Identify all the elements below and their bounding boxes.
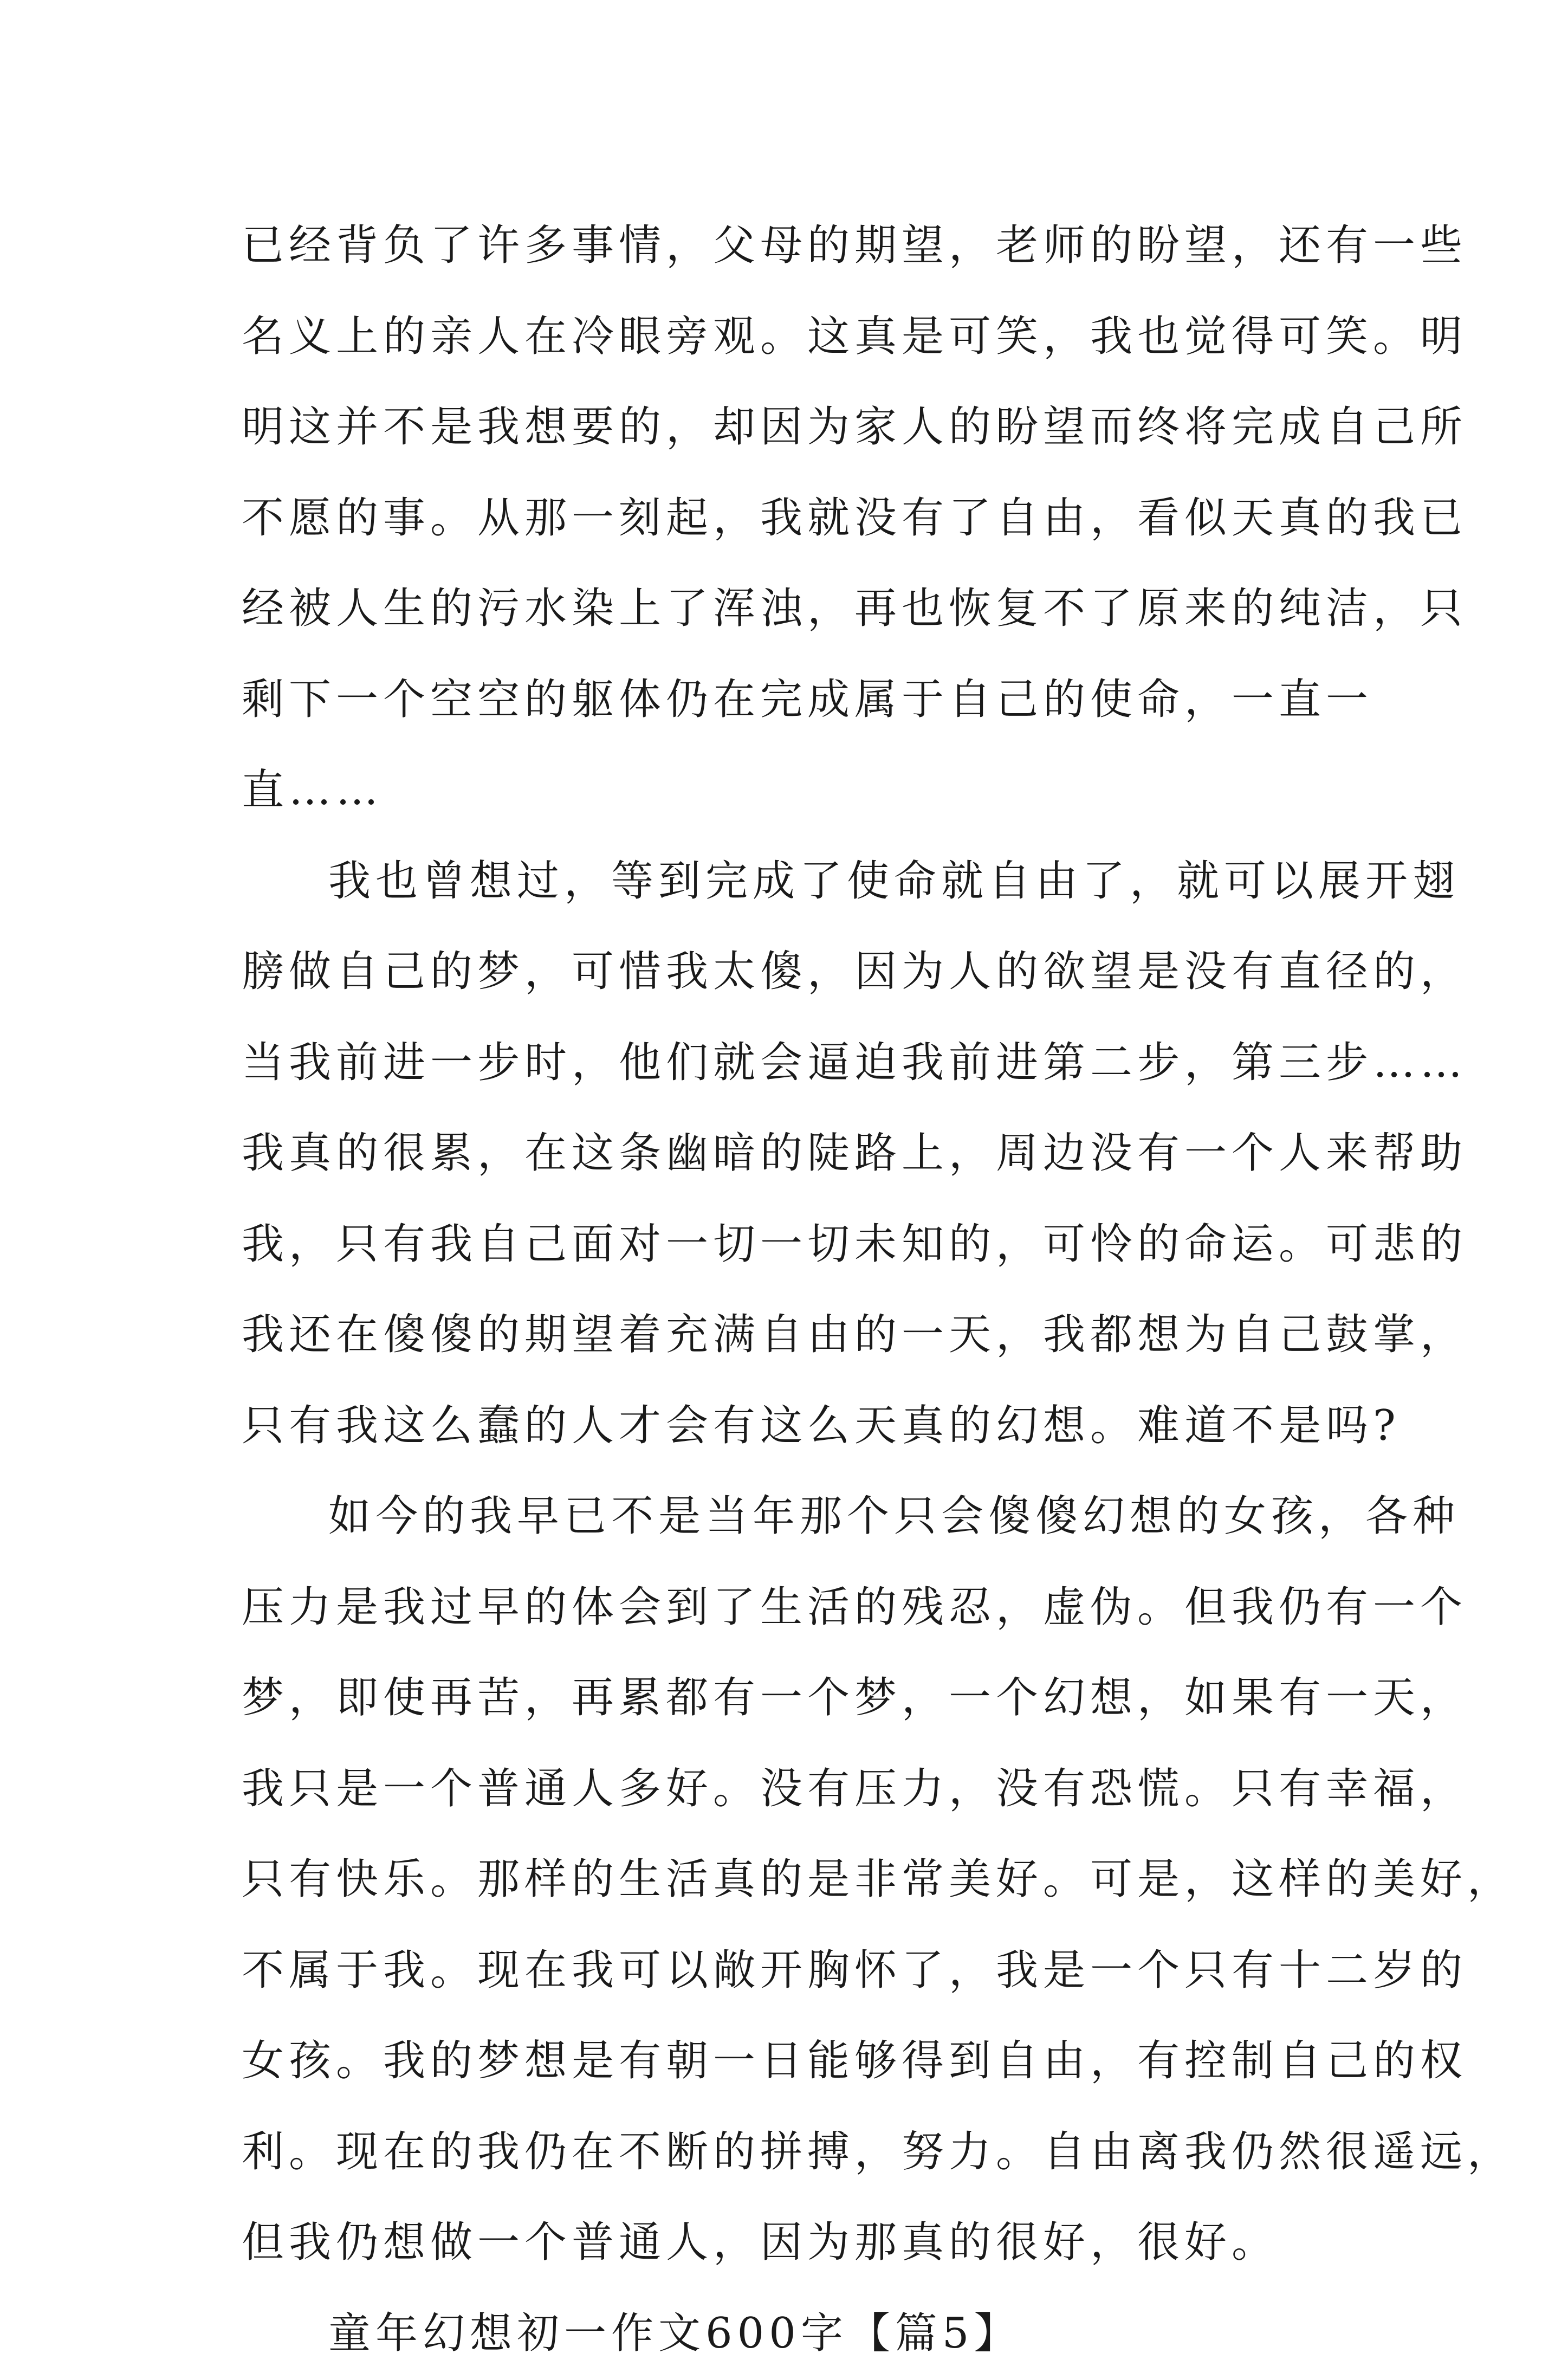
text-line: 我，只有我自己面对一切一切未知的，可怜的命运。可悲的 (242, 1199, 1342, 1290)
text-line: 我也曾想过，等到完成了使命就自由了，就可以展开翅 (242, 836, 1342, 927)
text-line: 明这并不是我想要的，却因为家人的盼望而终将完成自己所 (242, 382, 1342, 473)
text-line: 我还在傻傻的期望着充满自由的一天，我都想为自己鼓掌， (242, 1290, 1342, 1381)
text-line: 我只是一个普通人多好。没有压力，没有恐慌。只有幸福， (242, 1744, 1342, 1835)
text-line: 但我仍想做一个普通人，因为那真的很好，很好。 (242, 2197, 1342, 2289)
text-line: 女孩。我的梦想是有朝一日能够得到自由，有控制自己的权 (242, 2016, 1342, 2107)
text-line: 经被人生的污水染上了浑浊，再也恢复不了原来的纯洁，只 (242, 564, 1342, 655)
paragraph (242, 1471, 1342, 2289)
section-heading (242, 2289, 1342, 2379)
heading-text: 童年幻想初一作文600字【篇5】 (242, 2289, 1342, 2379)
text-line: 已经背负了许多事情，父母的期望，老师的盼望，还有一些 (242, 201, 1342, 292)
text-line: 不愿的事。从那一刻起，我就没有了自由，看似天真的我已 (242, 473, 1342, 564)
paragraph (242, 201, 1342, 836)
text-line: 我真的很累，在这条幽暗的陡路上，周边没有一个人来帮助 (242, 1108, 1342, 1199)
text-line: 只有我这么蠢的人才会有这么天真的幻想。难道不是吗? (242, 1381, 1342, 1472)
text-line: 只有快乐。那样的生活真的是非常美好。可是，这样的美好， (242, 1834, 1342, 1925)
text-line: 不属于我。现在我可以敞开胸怀了，我是一个只有十二岁的 (242, 1925, 1342, 2016)
text-line: 利。现在的我仍在不断的拼搏，努力。自由离我仍然很遥远， (242, 2107, 1342, 2198)
text-line: 名义上的亲人在冷眼旁观。这真是可笑，我也觉得可笑。明 (242, 292, 1342, 383)
text-line: 膀做自己的梦，可惜我太傻，因为人的欲望是没有直径的， (242, 927, 1342, 1018)
text-line: 压力是我过早的体会到了生活的残忍，虚伪。但我仍有一个 (242, 1562, 1342, 1653)
paragraph (242, 836, 1342, 1472)
text-line: 梦，即使再苦，再累都有一个梦，一个幻想，如果有一天， (242, 1653, 1342, 1744)
text-line: 直…… (242, 745, 1342, 836)
document-body (242, 201, 1342, 2379)
text-line: 剩下一个空空的躯体仍在完成属于自己的使命，一直一 (242, 655, 1342, 746)
text-line: 如今的我早已不是当年那个只会傻傻幻想的女孩，各种 (242, 1471, 1342, 1562)
text-line: 当我前进一步时，他们就会逼迫我前进第二步，第三步…… (242, 1018, 1342, 1109)
